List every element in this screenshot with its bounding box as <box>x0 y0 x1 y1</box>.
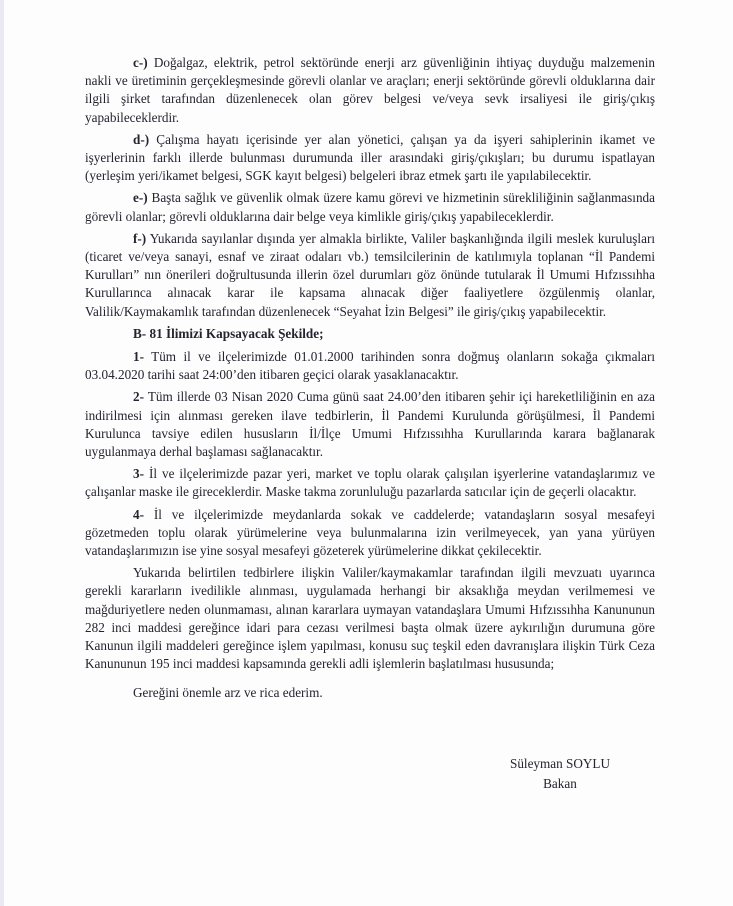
lettered-paragraph-c <box>85 54 655 127</box>
section-heading: B- 81 İlimizi Kapsayacak Şekilde; <box>133 325 324 341</box>
lettered-paragraph-f <box>85 230 655 321</box>
paragraph-label-d: d-) <box>133 131 150 147</box>
paragraph-text-3: İl ve ilçelerimizde pazar yeri, market ve toplu olarak çalışılan işyerlerine vatandaşlarımız ve çalışanlar maske ile gireceklerdir. Maske takma zorunluluğu pazarlarda satıcılar için de geçerli olacaktır. <box>85 466 656 500</box>
signature-title: Bakan <box>543 775 577 791</box>
paragraph-label-2: 2- <box>133 389 144 405</box>
closing-paragraph: Yukarıda belirtilen tedbirlere ilişkin Valiler/kaymakamlar tarafından ilgili mevzuatı uyarınca gerekli kararların ivedilikle alınması, uygulamada herhangi bir aksaklığa meydan verilmemesi ve mağduriyetlere neden olunmaması, alınan kararlara uymayan vatandaşlara Umumi Hıfzıssıhha Kanununun 282 inci maddesi gereğince idari para cezası verilmesi başta olmak üzere aykırılığın durumuna göre Kanunun ilgili maddeleri gereğince işlem yapılması, konusu suç teşkil eden davranışlara ilişkin Türk Ceza Kanununun 195 inci maddesi kapsamında gerekli adli işlemlerin başlatılması hususunda; <box>85 565 655 672</box>
paragraph-label-3: 3- <box>133 466 144 482</box>
paragraph-label-1: 1- <box>133 349 144 365</box>
paragraph-label-4: 4- <box>133 506 144 522</box>
paragraph-text-e: Başta sağlık ve güvenlik olmak üzere kamu görevi ve hizmetinin sürekliliğinin sağlanmasında görevli olanlar; görevli olduklarına dair belge veya kimlikle giriş/çıkış yapabileceklerdir. <box>85 190 655 224</box>
scan-edge <box>0 0 4 906</box>
numbered-paragraph-4 <box>85 506 655 561</box>
closing-statement: Gereğini önemle arz ve rica ederim. <box>133 684 323 700</box>
paragraph-label-f: f-) <box>133 230 147 246</box>
paragraph-text-1: Tüm il ve ilçelerimizde 01.01.2000 tarihinden sonra doğmuş olanların sokağa çıkmaları 03.04.2020 tarihi saat 24:00’den itibaren geçici olarak yasaklanacaktır. <box>85 349 655 383</box>
document-body <box>85 54 655 794</box>
signature-name: Süleyman SOYLU <box>509 755 610 771</box>
paragraph-label-e: e-) <box>133 190 148 206</box>
paragraph-text-4: İl ve ilçelerimizde meydanlarda sokak ve caddelerde; vatandaşların sosyal mesafeyi gözetmeden toplu olarak yürümelerine veya bulunmalarına izin verilmeyecek, yan yana yürüyen vatandaşlarımızın ise yine sosyal mesafeyi gözeterek yürümelerine dikkat çekilecektir. <box>85 506 655 559</box>
numbered-paragraph-3 <box>85 465 655 501</box>
paragraph-text-c: Doğalgaz, elektrik, petrol sektöründe enerji arz güvenliğinin ihtiyaç duyduğu malzemenin nakli ve üretiminin gerçekleşmesinde görevli olanlar ve araçları; enerji sektöründe görevli olduklarına dair ilgili şirket tarafından düzenlenecek olan görev belgesi ve/veya sevk irsaliyesi ile giriş/çıkış yapabileceklerdir. <box>85 55 656 125</box>
paragraph-text-d: Çalışma hayatı içerisinde yer alan yönetici, çalışan ya da işyeri sahiplerinin ikamet ve işyerlerinin farklı illerde bulunması durumunda iller arasındaki giriş/çıkışları; bu durumu ispatlayan (yerleşim yeri/ikamet belgesi, SGK kayıt belgesi) belgeleri ibraz etmek şartı ile yapılabilecektir. <box>85 131 655 184</box>
paragraph-text-f: Yukarıda sayılanlar dışında yer almakla birlikte, Valiler başkanlığında ilgili meslek kuruluşları (ticaret ve/veya sanayi, esnaf ve ziraat odaları vb.) temsilcilerinin de katılımıyla toplanan “İl Pandemi Kurulları” nın önerileri doğrultusunda illerin özel durumları göz önünde tutularak İl Umumi Hıfzıssıhha Kurullarınca alınacak karar ile kapsama alınacak diğer faaliyetlere özgülenmiş olanlar, Valilik/Kaymakamlık tarafından düzenlenecek “Seyahat İzin Belgesi” ile giriş/çıkış yapabilecektir. <box>85 230 656 319</box>
numbered-paragraph-2 <box>85 388 655 461</box>
lettered-paragraph-e <box>85 189 655 225</box>
signature-block <box>457 754 663 794</box>
lettered-paragraph-d <box>85 131 655 186</box>
paragraph-text-2: Tüm illerde 03 Nisan 2020 Cuma günü saat 24.00’den itibaren şehir içi hareketliliğinin en aza indirilmesi için alınması gereken ilave tedbirlerin, İl Pandemi Kurulunda görüşülmesi, İl Pandemi Kurulunca tavsiye edilen hususların İl/İlçe Umumi Hıfzıssıhha Kurullarında karara bağlanarak uygulanmaya derhal başlaması sağlanacaktır. <box>85 389 655 460</box>
paragraph-label-c: c-) <box>133 55 148 70</box>
numbered-paragraph-1 <box>85 348 655 384</box>
